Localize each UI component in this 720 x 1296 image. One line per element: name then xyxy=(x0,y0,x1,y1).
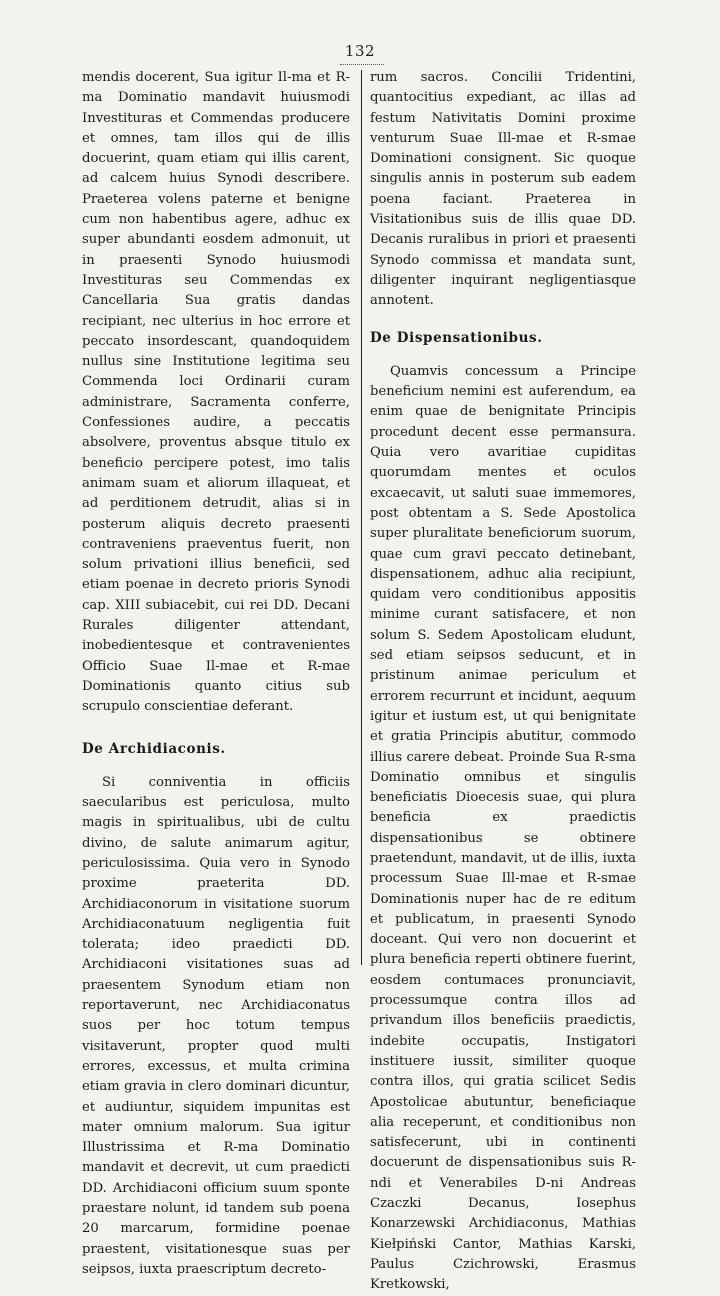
left-paragraph-2: Si conniventia in officiis saecularibus est periculosa, multo magis in spiritualibus, ubi de cultu divino, de salute animarum agitur, periculosissima. Quia vero in Synodo proxime praeterita DD. Archidiaconorum in visitatione suorum Archidiaconatuum negligentia fuit tolerata; ideo praedicti DD. Archidiaconi visitationes suas ad praesentem Synodum etiam non reportaverunt, nec Archidiaconatus suos per hoc totum tempus visitaverunt, propter quod multi errores, excessus, et multa crimina etiam gravia in clero dominari dicuntur, et audiuntur, siquidem impunitas est mater omnium malorum. Sua igitur Illustrissima et R-ma Dominatio mandavit et decrevit, ut cum praedicti DD. Archidiaconi officium suum sponte praestare nolunt, id tandem sub poena 20 marcarum, formidine poenae praestent, visitationesque suas per seipsos, iuxta praescriptum decreto- xyxy=(82,774,350,1277)
right-paragraph-2: Quamvis concessum a Principe beneficium nemini est auferendum, ea enim quae de benignitate Principis procedunt decent esse permansura. Quia vero avaritiae cupiditas quorumdam mentes et oculos excaecavit, ut saluti suae immemores, post obtentam a S. Sede Apostolica super pluralitate beneficiorum suorum, quae cum gravi peccato detinebant, dispensationem, adhuc alia recipiunt, quidam vero conditionibus appositis minime curant satisfacere, et non solum S. Sedem Apostolicam eludunt, sed etiam seipsos seducunt, et in pristinum animae periculum et errorem recurrunt et incidunt, aequum igitur et iustum est, ut qui benignitate et gratia Principis abutitur, commodo illius carere debeat. Proinde Sua R-sma Dominatio omnibus et singulis beneficiatis Dioecesis suae, qui plura beneficia ex praedictis dispensationibus se obtinere praetendunt, mandavit, ut de illis, iuxta processum Suae Ill-mae et R-smae Dominationis nuper hac de re editum et publicatum, in praesenti Synodo doceant. Qui vero non docuerint et plura beneficia reperti obtinere fuerint, eosdem contumaces pronunciavit, processumque contra illos ad privandum illos beneficiis praedictis, indebite occupatis, Instigatori instituere iussit, similiter quoque contra illos, qui gratia scilicet Sedis Apostolicae abutuntur, beneficiaque alia receperunt, et conditionibus non satisfecerunt, ubi in continenti docuerunt de dispensationibus suis R-ndi et Venerabiles D-ni Andreas Czaczki Decanus, Iosephus Konarzewski Archidiaconus, Mathias Kiełpiński Cantor, Mathias Karski, Paulus Czichrowski, Erasmus Kretkowski, xyxy=(370,363,636,1293)
left-column xyxy=(82,68,350,1280)
section-heading-dispensationibus: De Dispensationibus. xyxy=(370,329,543,346)
page-number: 132 xyxy=(344,42,376,60)
column-divider xyxy=(361,70,362,965)
section-heading-archidiaconis: De Archidiaconis. xyxy=(82,740,226,757)
right-column xyxy=(370,68,636,1296)
page-number-ornament xyxy=(340,60,384,65)
left-paragraph-1: mendis docerent, Sua igitur Il-ma et R-ma Dominatio mandavit huiusmodi Investituras et Commendas producere et omnes, tam illos qui de illis docuerint, quam etiam qui illis carent, ad calcem huius Synodi describere. Praeterea volens paterne et benigne cum non habentibus agere, adhuc ex super abundanti eosdem admonuit, ut in praesenti Synodo huiusmodi Investituras seu Commendas ex Cancellaria Sua gratis dandas recipiant, nec ulterius in hoc errore et peccato insordescant, quandoquidem nullus sine Institutione legitima seu Commenda loci Ordinarii curam administrare, Sacramenta conferre, Confessiones audire, a peccatis absolvere, proventus absque titulo ex beneficio percipere potest, imo talis animam suam et aliorum illaqueat, et ad perditionem detrudit, alias si in posterum aliquis decreto praesenti contraveniens praeventus fuerit, non solum privationi illius beneficii, sed etiam poenae in decreto prioris Synodi cap. XIII subiacebit, cui rei DD. Decani Rurales diligenter attendant, inobedientesque et contravenientes Officio Suae Il-mae et R-mae Dominationis quanto citius sub scrupulo conscientiae deferant. xyxy=(82,70,350,715)
right-paragraph-1: rum sacros. Concilii Tridentini, quantocitius expediant, ac illas ad festum Nativitatis Domini proxime venturum Suae Ill-mae et R-smae Dominationi consignent. Sic quoque singulis annis in posterum sub eadem poena faciant. Praeterea in Visitationibus suis de illis quae DD. Decanis ruralibus in priori et praesenti Synodo commissa et mandata sunt, diligenter inquirant negligentiasque annotent. xyxy=(370,70,636,309)
